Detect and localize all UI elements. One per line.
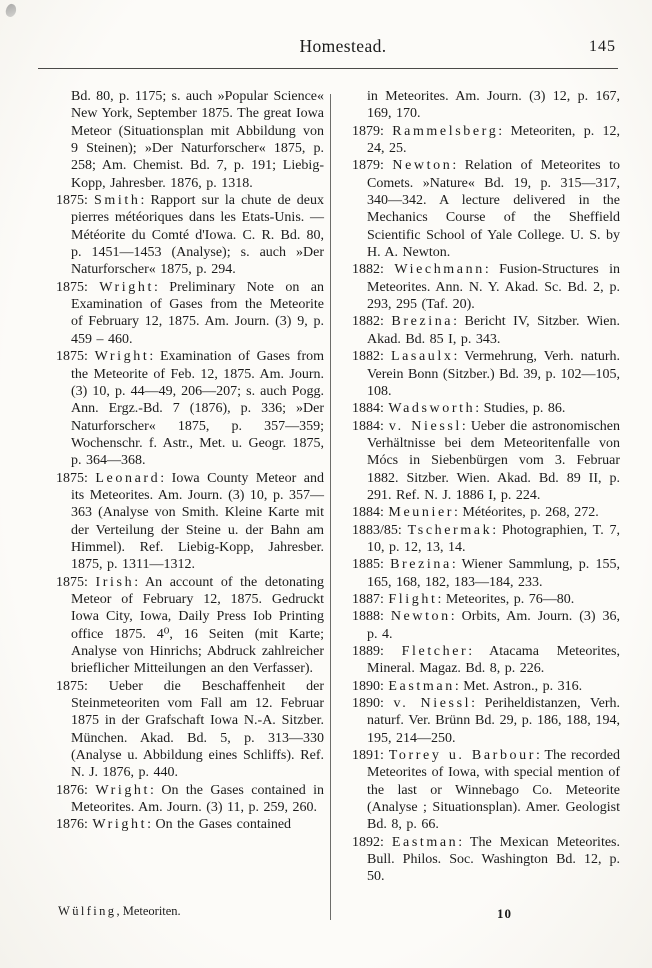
entry-text: Photographien, T. 7, 10, p. 12, 13, 14. xyxy=(367,522,621,555)
entry-year: 1890: xyxy=(352,678,389,694)
entry-year: 1882: xyxy=(352,349,391,365)
entry-text: On the Gases contained xyxy=(155,817,292,833)
entry-text: On the Gases contained in Meteorites. Am. Journ. (3) 11, p. 259, 260. xyxy=(71,782,325,816)
entry-year: 1879: xyxy=(352,123,393,139)
entry-text: Wiener Sammlung, p. 155, 165, 168, 182, 183—184, 233. xyxy=(367,557,620,590)
entry-text: Periheldistanzen, Verh. naturf. Ver. Brünn Bd. 29, p. 186, 188, 194, 195, 214—250. xyxy=(367,696,620,746)
entry-year: 1887: xyxy=(352,591,389,607)
bibliography-entry: 1875: Smith: Rapport sur la chute de deux pierres météoriques dans les Etats-Unis. — Météorite du Comté d'Iowa. C. R. Bd. 80, p. 1451—1453 (Analyse); s. auch »Der Naturforscher« 1875, p. 294. xyxy=(56,193,325,278)
entry-author: Wright xyxy=(92,817,148,833)
entry-text: Orbits, Am. Journ. (3) 36, p. 4. xyxy=(367,609,620,642)
entry-author: Brezina xyxy=(390,557,452,573)
entry-author: Meunier xyxy=(388,505,455,521)
bibliography-entry: 1875: Irish: An account of the detonating Meteor of February 12, 1875. Gedruckt Iowa City, Iowa, Daily Press Iob Printing office 1875. 4⁰, 16 Seiten (mit Karte; Analyse von Hinrichs; Abdruck zahlreicher brieflicher Mitteilungen an den Verfasser). xyxy=(56,574,324,677)
entry-year: 1889: xyxy=(352,644,402,659)
entry-year: 1888: xyxy=(352,609,391,625)
entry-author: Smith xyxy=(94,193,141,209)
entry-year: 1879: xyxy=(352,158,393,174)
entry-year: 1876: xyxy=(56,782,96,798)
bibliography-entry: 1884: v. Niessl: Ueber die astronomischen Verhältnisse bei dem Meteoritenfalle von Mócs in Siebenbürgen vom 3. Februar 1882. Sitzber. Wien. Akad. Bd. 89 II, p. 291. Ref. N. J. 1886 I, p. 224. xyxy=(352,418,620,503)
entry-text: Atacama Meteorites, Mineral. Magaz. Bd. 8, p. 226. xyxy=(367,644,620,677)
bibliography-entry: 1891: Torrey u. Barbour: The recorded Meteorites of Iowa, with special mention of the last or Winnebago Co. Meteorite (Analyse ; Situationsplan). Amer. Geologist Bd. 8, p. 66. xyxy=(352,748,621,833)
publisher-suffix: , Meteoriten. xyxy=(116,904,181,918)
entry-text: Météorites, p. 268, 272. xyxy=(462,505,599,521)
entry-year: 1884: xyxy=(352,418,389,434)
entry-text: Meteoriten, p. 12, 24, 25. xyxy=(367,123,620,157)
bibliography-entry: 1875: Wright: Examination of Gases from the Meteorite of Feb. 12, 1875. Am. Journ. (3) 10, p. 44—49, 206—207; s. auch Pogg. Ann. Ergz.-Bd. 7 (1876), p. 336; »Der Naturforscher« 1875, p. 357—359; Wochenschr. f. Astr., Met. u. Geogr. 1875, p. 364—368. xyxy=(56,349,324,469)
entry-text: Examination of Gases from the Meteorite of Feb. 12, 1875. Am. Journ. (3) 10, p. 44—49, 206—207; s. auch Pogg. Ann. Ergz.-Bd. 7 (1876), p. 336; »Der Naturforscher« 1875, p. 357—359; Wochenschr. f. Astr., Met. u. Geogr. 1875, p. 364—368. xyxy=(71,349,324,469)
entry-text: Vermehrung, Verh. naturh. Verein Bonn (Sitzber.) Bd. 39, p. 102—105, 108. xyxy=(367,349,621,399)
entry-text: Meteorites, p. 76—80. xyxy=(445,591,575,607)
entry-author: Leonard xyxy=(95,470,161,486)
column-divider xyxy=(330,94,331,920)
entry-author: Wright xyxy=(99,279,154,295)
bibliography-entry: 1882: Brezina: Bericht IV, Sitzber. Wien. Akad. Bd. 85 I, p. 343. xyxy=(352,314,620,347)
footer xyxy=(58,904,181,919)
entry-year: 1875: xyxy=(56,349,95,365)
entry-author: Eastman xyxy=(388,678,455,694)
bibliography-entry xyxy=(352,88,620,123)
entry-text: Preliminary Note on an Examination of Gases from the Meteorite of February 12, 1875. Am. Journ. (3) 9, p. 459 – 460. xyxy=(71,279,325,347)
bibliography-entry: 1885: Brezina: Wiener Sammlung, p. 155, 165, 168, 182, 183—184, 233. xyxy=(352,557,620,590)
entry-year: 1875: xyxy=(56,574,96,590)
entry-year: 1892: xyxy=(352,834,392,850)
bibliography-entry: 1883/85: Tschermak: Photographien, T. 7, 10, p. 12, 13, 14. xyxy=(352,522,621,555)
entry-author: Eastman xyxy=(391,834,459,850)
bibliography-entry: 1890: Eastman: Met. Astron., p. 316. xyxy=(352,678,583,694)
entry-year: 1891: xyxy=(352,748,389,764)
entry-text: Met. Astron., p. 316. xyxy=(463,678,583,694)
entry-author: Flight xyxy=(388,591,438,607)
right-column xyxy=(352,88,620,886)
entry-author: Newton xyxy=(392,158,453,174)
entry-author: Torrey u. Barbour xyxy=(388,748,537,764)
sheet-number: 10 xyxy=(497,906,512,921)
entry-author: Tschermak xyxy=(407,522,493,538)
entry-text: Fusion-Structures in Meteorites. Ann. N. Y. Akad. Sc. Bd. 2, p. 293, 295 (Taf. 20). xyxy=(367,262,621,313)
entry-text: Ueber die Beschaffenheit der Steinmeteoriten vom Fall am 12. Februar 1875 in der Grafschaft Iowa N.-A. Sitzber. München. Akad. Bd. 5, p. 313—330 (Analyse u. Abbildung eines Schliffs). Ref. N. J. 1876, p. 440. xyxy=(71,678,325,781)
entry-text: The recorded Meteorites of Iowa, with special mention of the last or Winnebago Co. Meteorite (Analyse ; Situationsplan). Amer. Geologist Bd. 8, p. 66. xyxy=(367,748,621,833)
entry-year: 1884: xyxy=(352,401,389,417)
entry-author: Lasaulx xyxy=(390,349,454,365)
bibliography-entry: 1879: Newton: Relation of Meteorites to Comets. »Nature« Bd. 19, p. 315—317, 340—342. A lecture delivered in the Mechanics Course of the Sheffield Scientific School of Yale College. U. S. by H. A. Newton. xyxy=(352,158,620,261)
entry-text: Bd. 80, p. 1175; s. auch »Popular Science« New York, September 1875. The great Iowa Meteor (Situationsplan mit Abbildung von 9 Steinen); »Der Naturforscher« 1875, p. 258; Am. Chemist. Bd. 7, p. 191; Liebig-Kopp, Jahresber. 1876, p. 1318. xyxy=(71,89,324,191)
entry-author: Wadsworth xyxy=(388,401,476,417)
entry-year: 1875: xyxy=(56,193,94,209)
entry-year: 1875: xyxy=(56,470,96,486)
bibliography-entry: 1888: Newton: Orbits, Am. Journ. (3) 36, p. 4. xyxy=(352,609,620,642)
bibliography-entry: 1882: Lasaulx: Vermehrung, Verh. naturh. Verein Bonn (Sitzber.) Bd. 39, p. 102—105, 108. xyxy=(352,349,621,399)
entry-author: Brezina xyxy=(391,314,454,330)
entry-year: 1890: xyxy=(352,696,394,712)
bibliography-entry: 1876: Wright: On the Gases contained in Meteorites. Am. Journ. (3) 11, p. 259, 260. xyxy=(56,782,325,816)
entry-year: 1876: xyxy=(56,817,93,833)
publisher-name: Wülfing xyxy=(58,904,117,918)
entry-author: Wright xyxy=(95,782,151,798)
entry-text: Rapport sur la chute de deux pierres météoriques dans les Etats-Unis. — Météorite du Comté d'Iowa. C. R. Bd. 80, p. 1451—1453 (Analyse); s. auch »Der Naturforscher« 1875, p. 294. xyxy=(71,193,325,278)
entry-text: An account of the detonating Meteor of February 12, 1875. Gedruckt Iowa City, Iowa, Daily Press Iob Printing office 1875. 4⁰, 16 Seiten (mit Karte; Analyse von Hinrichs; Abdruck zahlreicher brieflicher Mitteilungen an den Verfasser). xyxy=(71,574,324,677)
entry-year: 1882: xyxy=(352,314,392,330)
running-title: Homestead. xyxy=(299,36,387,56)
entry-year: 1875: xyxy=(56,279,100,295)
header-rule xyxy=(38,68,618,69)
entry-year: 1884: xyxy=(352,505,389,521)
entry-author: Newton xyxy=(390,609,451,625)
bibliography-entry: 1892: Eastman: The Mexican Meteorites. Bull. Philos. Soc. Washington Bd. 12, p. 50. xyxy=(352,834,620,885)
bibliography-entry: 1889: Fletcher: Atacama Meteorites, Mineral. Magaz. Bd. 8, p. 226. xyxy=(352,644,620,677)
page-number: 145 xyxy=(589,38,616,55)
entry-author: v. Niessl xyxy=(393,696,472,712)
page-header xyxy=(38,36,618,62)
bibliography-entry xyxy=(56,678,324,782)
left-column xyxy=(56,88,324,834)
entry-author: Wiechmann xyxy=(394,262,485,278)
entry-text: in Meteorites. Am. Journ. (3) 12, p. 167, 169, 170. xyxy=(367,89,620,122)
bibliography-entry xyxy=(56,88,324,192)
entry-author: Fletcher xyxy=(401,644,469,659)
bibliography-entry: 1890: v. Niessl: Periheldistanzen, Verh. naturf. Ver. Brünn Bd. 29, p. 186, 188, 194, 195, 214—250. xyxy=(352,696,620,746)
bibliography-entry: 1882: Wiechmann: Fusion-Structures in Meteorites. Ann. N. Y. Akad. Sc. Bd. 2, p. 293, 295 (Taf. 20). xyxy=(352,262,621,313)
bibliography-entry: 1884: Wadsworth: Studies, p. 86. xyxy=(352,401,566,417)
entry-text: Relation of Meteorites to Comets. »Nature« Bd. 19, p. 315—317, 340—342. A lecture delivered in the Mechanics Course of the Sheffield Scientific School of Yale College. U. S. by H. A. Newton. xyxy=(367,158,620,261)
entry-text: Studies, p. 86. xyxy=(483,401,566,417)
entry-text: Ueber die astronomischen Verhältnisse bei dem Meteoritenfalle von Mócs in Siebenbürgen vom 3. Februar 1882. Sitzber. Wien. Akad. Bd. 89 II, p. 291. Ref. N. J. 1886 I, p. 224. xyxy=(367,418,620,503)
entry-text: The Mexican Meteorites. Bull. Philos. Soc. Washington Bd. 12, p. 50. xyxy=(367,834,620,885)
bibliography-entry: 1876: Wright: On the Gases contained xyxy=(56,817,292,833)
entry-year: 1883/85: xyxy=(352,522,408,538)
entry-year: 1882: xyxy=(352,262,395,278)
entry-author: Wright xyxy=(94,349,150,365)
entry-year: 1875: xyxy=(56,678,109,694)
bibliography-entry: 1875: Leonard: Iowa County Meteor and its Meteorites. Am. Journ. (3) 10, p. 357—363 (Analyse von Smith. Kleine Karte mit der Verteilung der Steine u. der Bahn am Himmel). Ref. Liebig-Kopp, Jahresber. 1875, p. 1311—1312. xyxy=(56,470,325,573)
entry-year: 1885: xyxy=(352,557,391,573)
entry-author: v. Niessl xyxy=(388,418,462,434)
bibliography-entry: 1887: Flight: Meteorites, p. 76—80. xyxy=(352,591,575,607)
bibliography-entry: 1879: Rammelsberg: Meteoriten, p. 12, 24, 25. xyxy=(352,123,620,157)
scan-smudge xyxy=(4,3,18,19)
entry-text: Iowa County Meteor and its Meteorites. Am. Journ. (3) 10, p. 357—363 (Analyse von Smith. Kleine Karte mit der Verteilung der Steine u. der Bahn am Himmel). Ref. Liebig-Kopp, Jahresber. 1875, p. 1311—1312. xyxy=(71,470,325,573)
bibliography-entry: 1884: Meunier: Météorites, p. 268, 272. xyxy=(352,505,599,521)
bibliography-entry: 1875: Wright: Preliminary Note on an Examination of Gases from the Meteorite of February 12, 1875. Am. Journ. (3) 9, p. 459 – 460. xyxy=(56,279,325,347)
entry-author: Irish xyxy=(95,574,135,590)
entry-author: Rammelsberg xyxy=(392,123,499,139)
entry-text: Bericht IV, Sitzber. Wien. Akad. Bd. 85 I, p. 343. xyxy=(367,314,620,347)
